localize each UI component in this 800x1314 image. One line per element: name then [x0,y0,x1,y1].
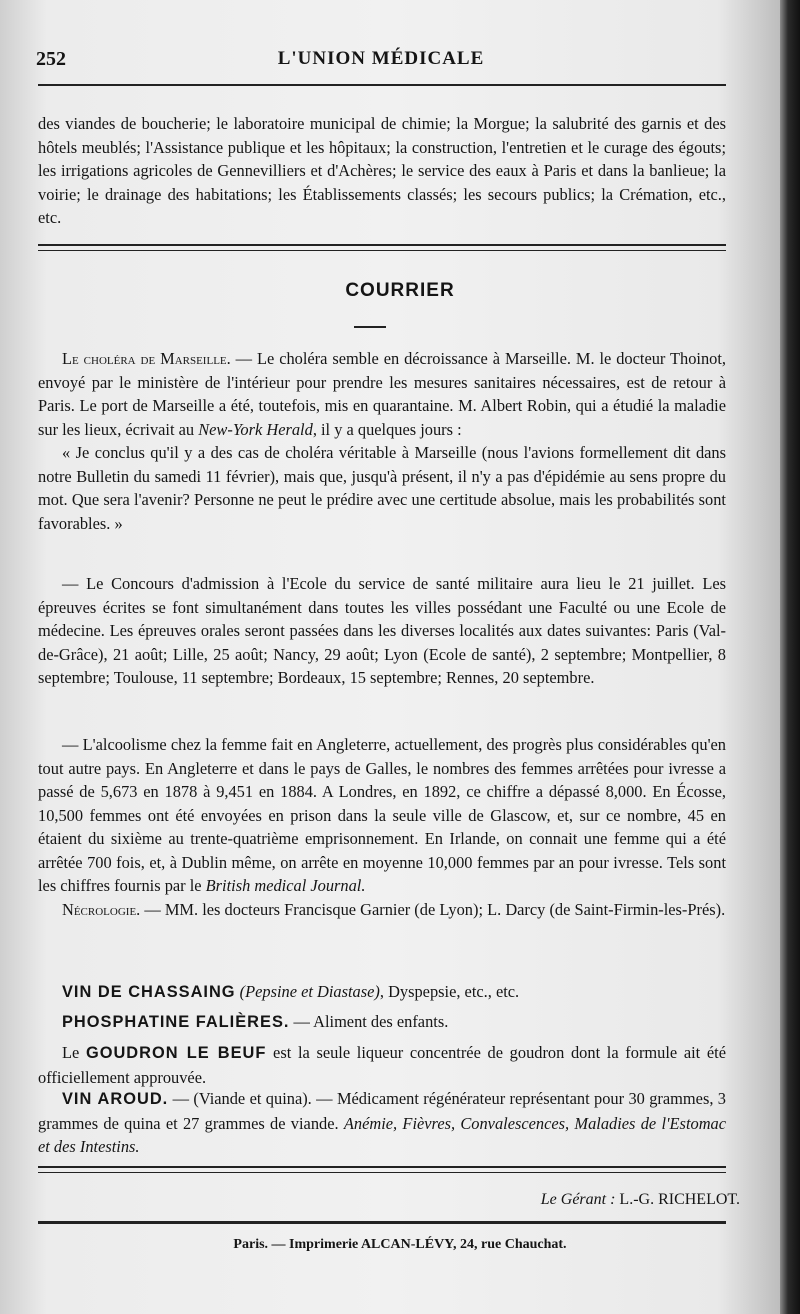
imprint-rule [38,1221,726,1224]
alcoolisme-paragraph [38,733,726,898]
necrologie-lead: Nécrologie. [62,899,141,919]
page-number: 252 [36,48,66,70]
section-title: COURRIER [345,280,455,301]
ad-vin-chassaing-text: , Dyspepsie, etc., etc. [379,982,520,1001]
ad-goudron-pre: Le [62,1043,86,1062]
intro-text: des viandes de boucherie; le laboratoire municipal de chimie; la Morgue; la salubrité des garnis et des hôtels meublés; l'Assistance publique et les hôpitaux; la construction, l'entretien et le curage des égouts; les irrigations agricoles de Gennevilliers et d'Achères; le service des eaux à Paris et dans la banlieue; la voirie; le drainage des habitations; les Établissements classés; les secours publics; la Crémation, etc., etc. [38,114,726,227]
running-header [36,48,726,78]
ad-goudron-brand: GOUDRON LE BEUF [85,1044,267,1062]
ad-goudron [38,1041,726,1089]
imprint-line: Paris. — Imprimerie ALCAN-LÉVY, 24, rue Chauchat. [233,1237,567,1252]
ad-vin-chassaing-paren: (Pepsine et Diastase) [239,982,380,1001]
alcoolisme-article [38,733,726,921]
gerant-label: Le Gérant : [540,1191,616,1208]
cholera-lead: Le choléra de Marseille. [62,349,231,368]
ad-vin-aroud-brand: VIN AROUD. [62,1090,169,1108]
running-head: L'UNION MÉDICALE [277,48,485,69]
footer-rule-bottom [38,1172,726,1173]
cholera-quote: « Je conclus qu'il y a des cas de choléra véritable à Marseille (nous l'avions formellement dit dans notre Bulletin du samedi 11 février), mais que, jusqu'à présent, il n'y a pas d'épidémie au sens propre du mot. Que sera l'avenir? Personne ne peut le prédire avec une certitude absolue, mais les probabilités sont favorables. » [38,443,726,533]
cholera-paragraph [38,347,726,441]
title-underline [354,326,386,328]
ad-vin-chassaing-brand: VIN DE CHASSAING [62,983,236,1001]
cholera-text: — Le choléra semble en décroissance à Marseille. M. le docteur Thoinot, envoyé par le ministère de l'intérieur pour prendre les mesures sanitaires nécessaires, est de retour à Paris. Le port de Marseille a été, toutefois, mis en quarantaine. M. Albert Robin, qui a étudié la maladie sur les lieux, écrivait au [38,349,726,439]
newspaper-name: New-York Herald [198,419,313,439]
gerant-name: L.-G. RICHELOT. [615,1191,740,1208]
header-rule [38,84,726,86]
journal-name: British medical Journal. [205,876,366,895]
ad-vin-aroud-text: — (Viande et quina). — Médicament régénérateur représentant pour 30 grammes, 3 grammes de quina et 27 grammes de viande. [38,1089,727,1133]
ad-phosphatine-text: — Aliment des enfants. [289,1012,449,1031]
ad-vin-chassaing [38,980,726,1005]
intro-paragraph [38,112,726,230]
footer-rule-top [38,1166,726,1168]
concours-article [38,572,726,690]
gerant-signature [541,1191,740,1209]
book-edge-shadow [780,0,800,1314]
necrologie-paragraph [38,898,726,922]
ad-goudron-text: est la seule liqueur concentrée de goudron dont la formule ait été officiellement approuvée. [38,1043,727,1087]
concours-text: — Le Concours d'admission à l'Ecole du service de santé militaire aura lieu le 21 juillet. Les épreuves écrites se font simultanément dans toutes les villes possédant une Faculté ou une Ecole de médecine. Les épreuves orales seront passées dans les diverses localités aux dates suivantes: Paris (Val-de-Grâce), 21 août; Lille, 25 août; Nancy, 29 août; Lyon (Ecole de santé), 2 septembre; Montpellier, 8 septembre; Toulouse, 11 septembre; Bordeaux, 15 septembre; Rennes, 20 septembre. [38,574,726,687]
ad-vin-aroud [38,1087,726,1159]
ad-vin-aroud-indications: Anémie, Fièvres, Convalescences, Maladies de l'Estomac et des Intestins. [38,1113,726,1156]
ad-phosphatine-brand: PHOSPHATINE FALIÈRES. [62,1013,290,1031]
cholera-article [38,347,726,535]
necrologie-text: — MM. les docteurs Francisque Garnier (de Lyon); L. Darcy (de Saint-Firmin-les-Prés). [140,899,726,919]
section-rule-top [38,244,726,246]
cholera-text-end: , il y a quelques jours : [312,419,462,439]
ad-phosphatine [38,1010,726,1035]
section-rule-bottom [38,250,726,251]
alcoolisme-text: — L'alcoolisme chez la femme fait en Angleterre, actuellement, des progrès plus considérables qu'en tout autre pays. En Angleterre et dans le pays de Galles, le nombres des femmes arrêtées pour ivresse a passé de 5,673 en 1878 à 9,451 en 1884. A Londres, en 1892, ce chiffre a dépassé 8,000. En Écosse, 10,500 femmes ont été envoyées en prison dans la seule ville de Glascow, et, sur ce nombre, 45 en étaient du sixième au trente-quatrième emprisonnement. En Irlande, on connait une femme qui a été arrêtée 700 fois, et, à Dublin même, on arrête en moyenne 10,000 femmes par an pour ivresse. Tels sont les chiffres fournis par le [38,735,726,895]
